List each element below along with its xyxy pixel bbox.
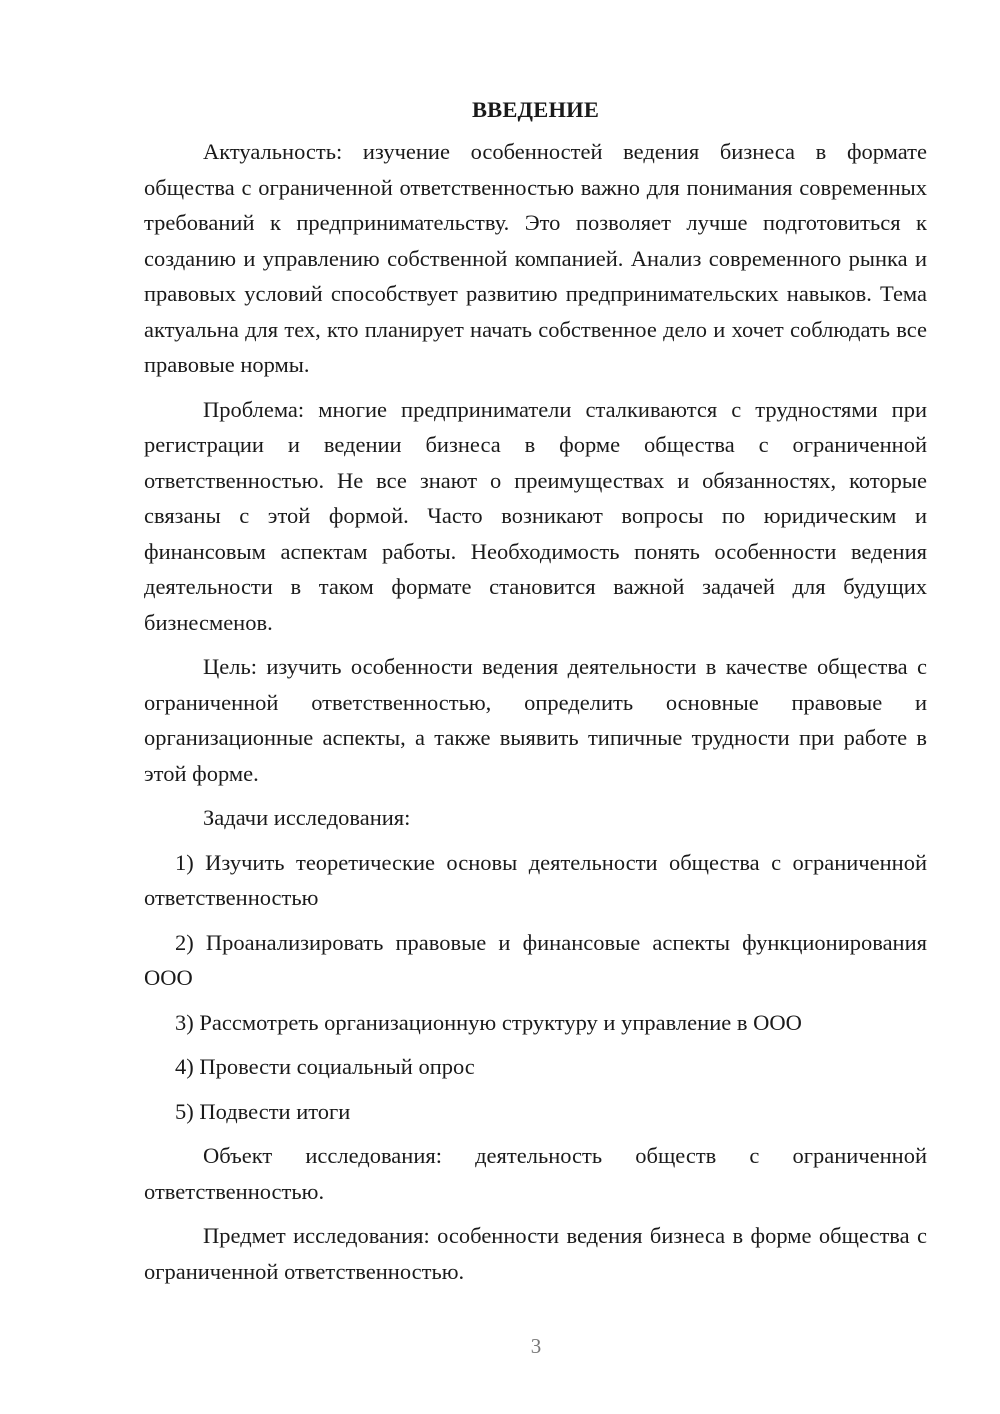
task-item-4: 4) Провести социальный опрос: [175, 1054, 475, 1079]
relevance-paragraph: Актуальность: изучение особенностей ведения бизнеса в формате общества с ограниченной ответственностью важно для понимания современных требований к предпринимательству. Это позволяет лучше подготовиться к созданию и управлению собственной компанией. Анализ современного рынка и правовых условий способствует развитию предпринимательских навыков. Тема актуальна для тех, кто планирует начать собственное дело и хочет соблюдать все правовые нормы.: [144, 139, 927, 377]
page-number: 3: [530, 1334, 542, 1358]
goal-paragraph: Цель: изучить особенности ведения деятельности в качестве общества с ограниченной ответственностью, определить основные правовые и организационные аспекты, а также выявить типичные трудности при работе в этой форме.: [144, 654, 927, 786]
problem-paragraph: Проблема: многие предприниматели сталкиваются с трудностями при регистрации и ведении бизнеса в форме общества с ограниченной ответственностью. Не все знают о преимуществах и обязанностях, которые связаны с этой формой. Часто возникают вопросы по юридическим и финансовым аспектам работы. Необходимость понять особенности ведения деятельности в таком формате становится важной задачей для будущих бизнесменов.: [144, 396, 927, 635]
document-page: [144, 95, 927, 1298]
section-title: ВВЕДЕНИЕ: [471, 97, 600, 122]
tasks-heading: Задачи исследования:: [203, 805, 411, 830]
subject-paragraph: Предмет исследования: особенности ведения бизнеса в форме общества с ограниченной ответственностью.: [144, 1223, 927, 1284]
task-item-1: 1) Изучить теоретические основы деятельности общества с ограниченной ответственностью: [144, 849, 927, 910]
object-paragraph: Объект исследования: деятельность обществ с ограниченной ответственностью.: [144, 1143, 927, 1204]
task-item-2: 2) Проанализировать правовые и финансовые аспекты функционирования ООО: [144, 929, 927, 990]
task-item-5: 5) Подвести итоги: [175, 1098, 351, 1124]
task-item-3: 3) Рассмотреть организационную структуру и управление в ООО: [175, 1009, 802, 1035]
